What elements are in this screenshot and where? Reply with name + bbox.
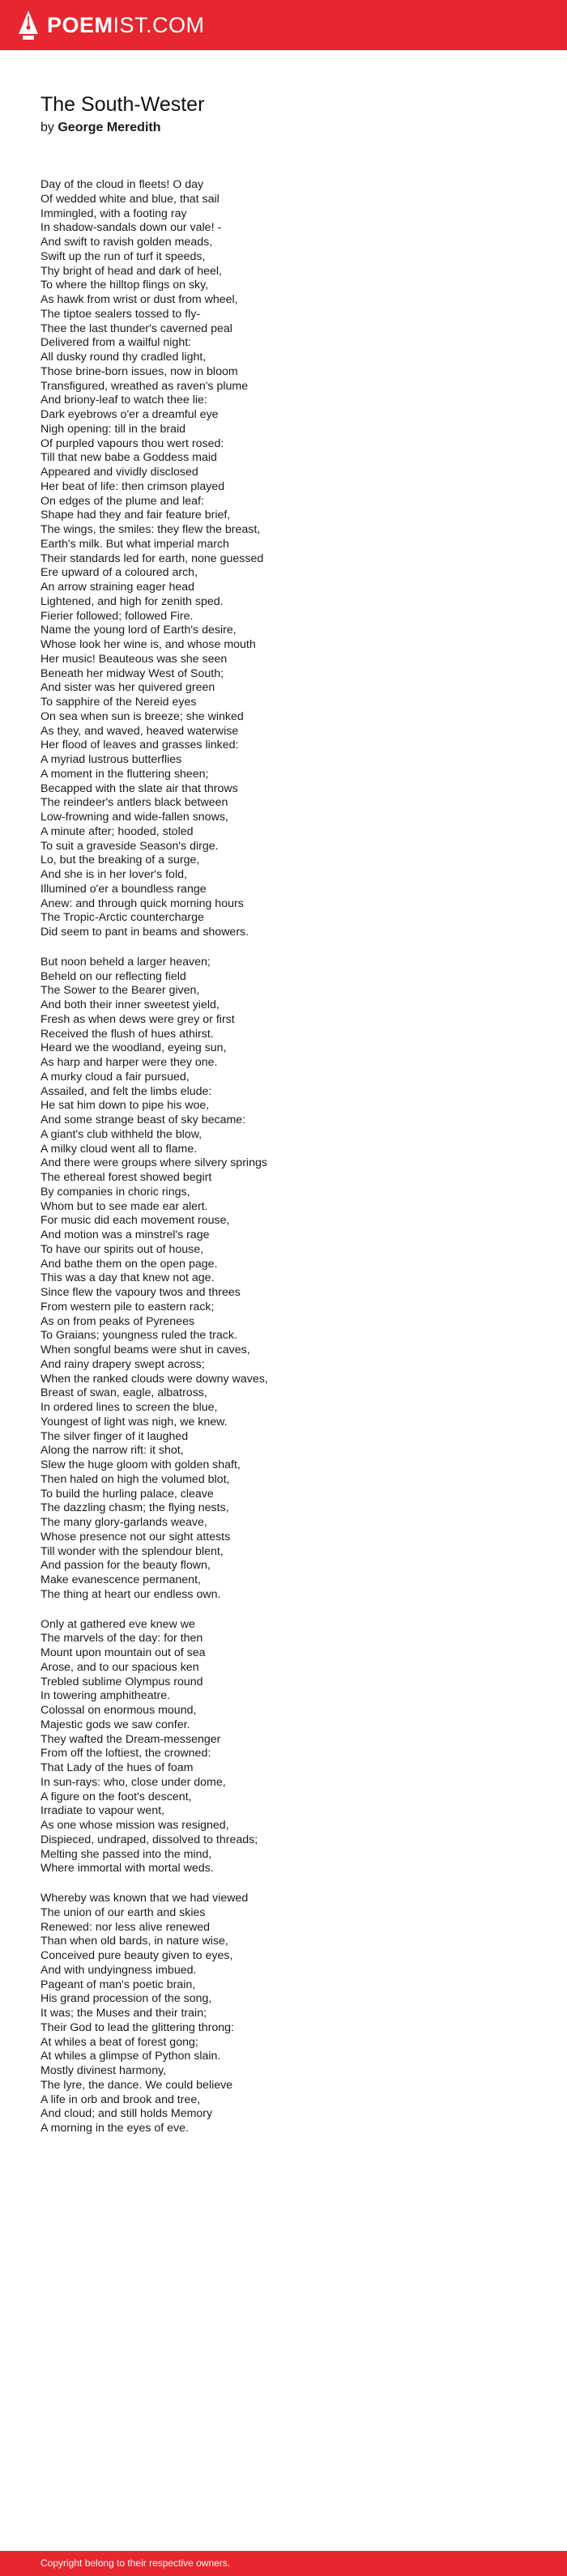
poem-line: Trebled sublime Olympus round xyxy=(40,1675,203,1688)
poem-line: Than when old bards, in nature wise, xyxy=(40,1935,228,1948)
poem-line: In sun-rays: who, close under dome, xyxy=(40,1775,226,1789)
poem-line: Illumined o'er a boundless range xyxy=(40,882,207,896)
poem-line: And rainy drapery swept across; xyxy=(40,1357,205,1371)
poem-line: A milky cloud went all to flame. xyxy=(40,1142,198,1156)
poem-body xyxy=(40,178,535,2136)
poem-line: At whiles a glimpse of Python slain. xyxy=(40,2050,221,2063)
poem-line: The tiptoe sealers tossed to fly- xyxy=(40,307,201,321)
poem-line: To have our spirits out of house, xyxy=(40,1242,204,1256)
poem-line: Breast of swan, eagle, albatross, xyxy=(40,1386,207,1400)
poem-line: And with undyingness imbued. xyxy=(40,1963,197,1977)
poem-line: Those brine-born issues, now in bloom xyxy=(40,364,238,378)
poem-line: Irradiate to vapour went, xyxy=(40,1804,164,1818)
poem-line: Whose look her wine is, and whose mouth xyxy=(40,638,256,651)
poem-line: Where immortal with mortal weds. xyxy=(40,1862,214,1876)
poem-line: In towering amphitheatre. xyxy=(40,1689,171,1703)
poem-line: For music did each movement rouse, xyxy=(40,1214,230,1228)
stanza xyxy=(40,178,535,940)
poem-line: He sat him down to pipe his woe, xyxy=(40,1099,210,1113)
poem-line: Pageant of man's poetic brain, xyxy=(40,1978,196,1991)
poem-line: Renewed: nor less alive renewed xyxy=(40,1920,210,1934)
poem-line: Of purpled vapours thou wert rosed: xyxy=(40,436,224,450)
poem-line: Heard we the woodland, eyeing sun, xyxy=(40,1041,227,1055)
poem-line: On sea when sun is breeze; she winked xyxy=(40,709,244,723)
poem-line: Till that new babe a Goddess maid xyxy=(40,451,217,465)
poem-line: Appeared and vividly disclosed xyxy=(40,466,198,479)
poem-line: And both their inner sweetest yield, xyxy=(40,998,220,1011)
poem-line: Name the young lord of Earth's desire, xyxy=(40,624,237,637)
poem-line: And some strange beast of sky became: xyxy=(40,1113,246,1126)
poem-line: Colossal on enormous mound, xyxy=(40,1704,197,1717)
poem-line: Thy bright of head and dark of heel, xyxy=(40,264,222,278)
poem-line: The reindeer's antlers black between xyxy=(40,796,228,810)
poem-line: When songful beams were shut in caves, xyxy=(40,1343,250,1356)
poem-line: His grand procession of the song, xyxy=(40,1992,212,2006)
poem-line: The lyre, the dance. We could believe xyxy=(40,2078,233,2092)
poem-line: Received the flush of hues athirst. xyxy=(40,1027,214,1041)
poem-title: The South-Wester xyxy=(40,93,205,116)
poem-line: Whose presence not our sight attests xyxy=(40,1530,231,1543)
poem-line: From off the loftiest, the crowned: xyxy=(40,1747,211,1761)
poem-line: Since flew the vapoury twos and threes xyxy=(40,1286,241,1299)
poem-line: Mount upon mountain out of sea xyxy=(40,1646,206,1659)
poem-line: The wings, the smiles: they flew the breast, xyxy=(40,523,261,536)
poem-line: And cloud; and still holds Memory xyxy=(40,2107,213,2121)
poem-line: A moment in the fluttering sheen; xyxy=(40,767,209,781)
poem-line: Make evanescence permanent, xyxy=(40,1573,201,1586)
poem-line: Shape had they and fair feature brief, xyxy=(40,509,231,522)
poem-line: To build the hurling palace, cleave xyxy=(40,1487,214,1501)
stanza xyxy=(40,1618,535,1877)
poem-line: Whereby was known that we had viewed xyxy=(40,1892,249,1905)
by-label: by xyxy=(40,121,54,134)
poem-line: On edges of the plume and leaf: xyxy=(40,494,204,508)
poem-line: Transfigured, wreathed as raven's plume xyxy=(40,379,249,393)
poem-line: Fresh as when dews were grey or first xyxy=(40,1012,235,1026)
poem-line: The union of our earth and skies xyxy=(40,1905,206,1919)
poem-line: The Tropic-Arctic countercharge xyxy=(40,911,204,925)
poem-line: And briony-leaf to watch thee lie: xyxy=(40,394,207,407)
poem-line: And there were groups where silvery springs xyxy=(40,1156,267,1170)
poem-line: Along the narrow rift: it shot, xyxy=(40,1444,184,1458)
poem-line: As one whose mission was resigned, xyxy=(40,1819,229,1832)
poem-line: This was a day that knew not age. xyxy=(40,1271,215,1285)
poem-line: Immingled, with a footing ray xyxy=(40,207,187,220)
poem-line: A morning in the eyes of eve. xyxy=(40,2122,189,2135)
poem-line: Becapped with the slate air that throws xyxy=(40,781,238,795)
poem-line: Their God to lead the glittering throng: xyxy=(40,2020,234,2034)
poem-line: Whom but to see made ear alert. xyxy=(40,1199,208,1213)
stanza xyxy=(40,956,535,1603)
poem-line: Beheld on our reflecting field xyxy=(40,969,186,983)
poem-line: But noon beheld a larger heaven; xyxy=(40,955,211,969)
stanza xyxy=(40,1892,535,2136)
poem-line: As harp and harper were they one. xyxy=(40,1056,218,1069)
poem-line: As they, and waved, heaved waterwise xyxy=(40,724,239,738)
poem-line: By companies in choric rings, xyxy=(40,1185,190,1199)
poem-line: To Graians; youngness ruled the track. xyxy=(40,1329,237,1343)
poem-line: Assailed, and felt the limbs elude: xyxy=(40,1084,212,1098)
poem-line: Thee the last thunder's caverned peal xyxy=(40,321,232,335)
poem-line: Till wonder with the splendour blent, xyxy=(40,1544,224,1558)
poem-line: Ere upward of a coloured arch, xyxy=(40,566,198,580)
poem-line: The silver finger of it laughed xyxy=(40,1429,189,1443)
poem-line: And motion was a minstrel's rage xyxy=(40,1228,210,1241)
poem-line: And bathe them on the open page. xyxy=(40,1257,218,1271)
site-logo[interactable] xyxy=(18,10,205,40)
poem-line: The marvels of the day: for then xyxy=(40,1632,203,1646)
poem-line: Their standards led for earth, none guessed xyxy=(40,551,264,565)
poem-line: As hawk from wrist or dust from wheel, xyxy=(40,293,238,306)
poem-content xyxy=(40,92,535,2152)
poem-line: In shadow-sandals down our vale! - xyxy=(40,221,222,235)
poem-line: Majestic gods we saw confer. xyxy=(40,1718,190,1731)
copyright-text: Copyright belong to their respective owners. xyxy=(40,2557,231,2569)
poem-line: The thing at heart our endless own. xyxy=(40,1587,221,1601)
poem-line: Her music! Beauteous was she seen xyxy=(40,652,228,666)
poem-line: A figure on the foot's descent, xyxy=(40,1790,192,1803)
poem-line: Lo, but the breaking of a surge, xyxy=(40,854,200,867)
poem-line: To suit a graveside Season's dirge. xyxy=(40,839,219,853)
poem-line: It was; the Muses and their train; xyxy=(40,2007,207,2020)
poem-line: In ordered lines to screen the blue, xyxy=(40,1401,218,1414)
poem-line: The ethereal forest showed begirt xyxy=(40,1171,212,1184)
pen-nib-icon xyxy=(18,10,39,40)
poem-line: They wafted the Dream-messenger xyxy=(40,1732,221,1746)
poem-line: Melting she passed into the mind, xyxy=(40,1847,212,1861)
poem-line: Fierier followed; followed Fire. xyxy=(40,609,194,623)
poem-line: Her beat of life: then crimson played xyxy=(40,479,225,493)
poem-line: And swift to ravish golden meads, xyxy=(40,236,213,249)
poem-line: A giant's club withheld the blow, xyxy=(40,1127,202,1141)
poem-line: Swift up the run of turf it speeds, xyxy=(40,249,206,263)
poem-line: And she is in her lover's fold, xyxy=(40,868,187,881)
poem-line: Mostly divinest harmony, xyxy=(40,2064,167,2077)
poem-line: All dusky round thy cradled light, xyxy=(40,351,207,364)
poem-line: A minute after; hooded, stoled xyxy=(40,824,194,838)
poem-line: Then haled on high the volumed blot, xyxy=(40,1472,230,1486)
poem-line: Of wedded white and blue, that sail xyxy=(40,192,220,206)
poem-line: Conceived pure beauty given to eyes, xyxy=(40,1949,233,1962)
poem-line: Only at gathered eve knew we xyxy=(40,1617,195,1631)
poem-line: To sapphire of the Nereid eyes xyxy=(40,696,197,709)
poem-line: Earth's milk. But what imperial march xyxy=(40,537,229,551)
poem-line: Dark eyebrows o'er a dreamful eye xyxy=(40,408,219,421)
poem-line: Slew the huge gloom with golden shaft, xyxy=(40,1458,241,1471)
poem-line: Lightened, and high for zenith sped. xyxy=(40,594,224,608)
poem-line: Low-frowning and wide-fallen snows, xyxy=(40,811,228,824)
poem-line: Day of the cloud in fleets! O day xyxy=(40,178,204,191)
poem-line: Her flood of leaves and grasses linked: xyxy=(40,739,239,752)
poem-line: Anew: and through quick morning hours xyxy=(40,896,244,910)
poem-line: From western pile to eastern rack; xyxy=(40,1300,215,1314)
logo-text: POEMIST.COM xyxy=(47,12,205,37)
poem-line: To where the hilltop flings on sky, xyxy=(40,279,209,292)
poem-byline xyxy=(40,120,535,136)
poem-line: The Sower to the Bearer given, xyxy=(40,984,200,998)
poem-line: The many glory-garlands weave, xyxy=(40,1516,207,1529)
poem-line: And passion for the beauty flown, xyxy=(40,1559,211,1573)
site-footer xyxy=(0,2551,567,2576)
poem-author[interactable]: George Meredith xyxy=(58,121,161,134)
poem-line: Arose, and to our spacious ken xyxy=(40,1660,199,1674)
poem-line: Did seem to pant in beams and showers. xyxy=(40,926,249,939)
poem-line: That Lady of the hues of foam xyxy=(40,1761,194,1774)
poem-line: The dazzling chasm; the flying nests, xyxy=(40,1501,229,1515)
poem-line: A myriad lustrous butterflies xyxy=(40,753,182,766)
poem-line: Dispieced, undraped, dissolved to threads; xyxy=(40,1833,258,1846)
poem-line: Delivered from a wailful night: xyxy=(40,336,192,350)
poem-line: Beneath her midway West of South; xyxy=(40,666,224,680)
poem-line: At whiles a beat of forest gong; xyxy=(40,2035,198,2049)
site-header xyxy=(0,0,567,50)
poem-line: An arrow straining eager head xyxy=(40,581,195,594)
poem-line: A murky cloud a fair pursued, xyxy=(40,1070,190,1084)
poem-line: Nigh opening: till in the braid xyxy=(40,422,186,436)
poem-line: A life in orb and brook and tree, xyxy=(40,2093,201,2106)
poem-line: When the ranked clouds were downy waves, xyxy=(40,1372,268,1386)
poem-line: And sister was her quivered green xyxy=(40,681,215,695)
poem-line: As on from peaks of Pyrenees xyxy=(40,1314,195,1328)
poem-line: Youngest of light was nigh, we knew. xyxy=(40,1415,228,1429)
